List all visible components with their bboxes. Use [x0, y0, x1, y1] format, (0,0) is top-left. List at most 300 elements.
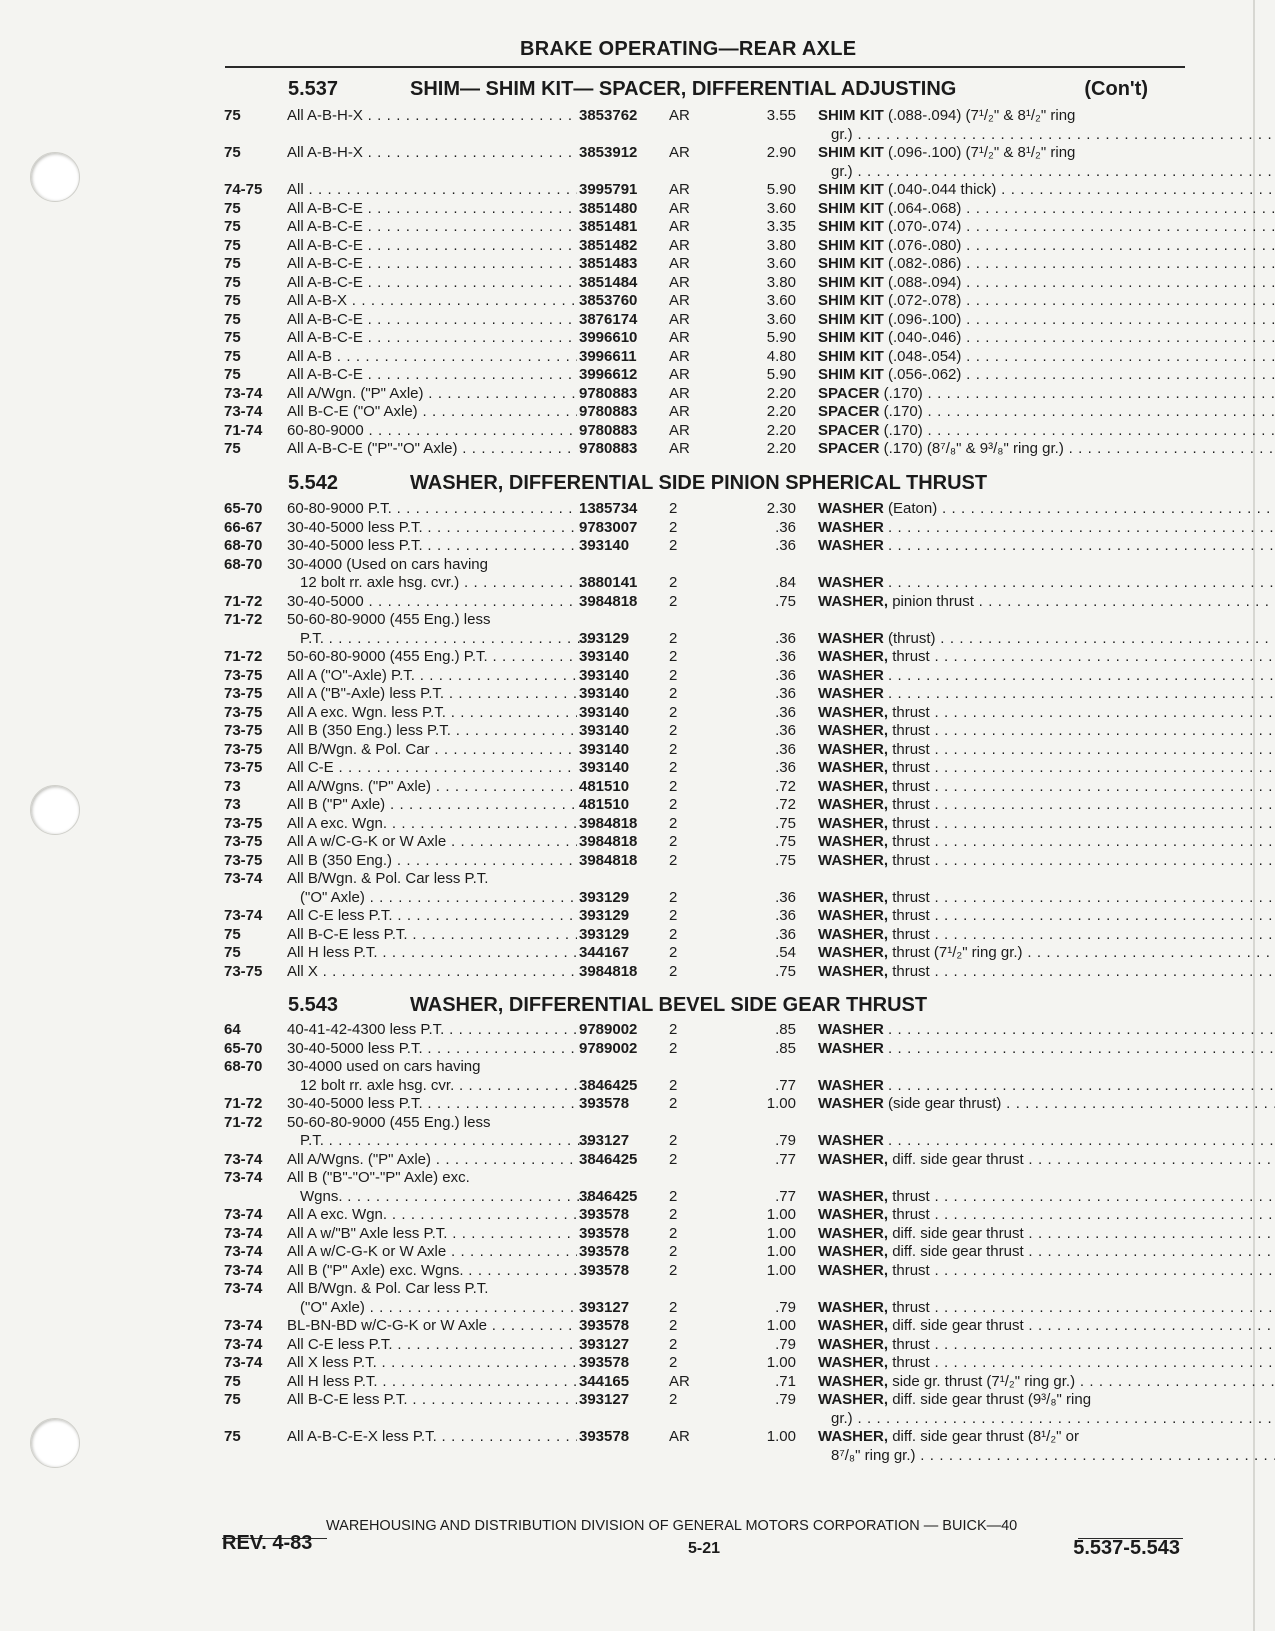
application: All B/Wgn. & Pol. Car less P.T. — [287, 870, 489, 887]
price: .77 — [775, 1076, 796, 1094]
model-year: 73-75 — [224, 814, 263, 832]
table-row — [224, 218, 1184, 237]
model-year: 71-74 — [224, 421, 263, 439]
description — [818, 255, 1275, 274]
description — [818, 1095, 1275, 1114]
quantity: 2 — [669, 851, 678, 869]
model-year: 73-74 — [224, 1224, 263, 1242]
price: .72 — [775, 777, 796, 795]
model-year: 73-75 — [224, 666, 263, 684]
table-row — [224, 1280, 1184, 1317]
model-year: 75 — [224, 107, 241, 124]
quantity: 2 — [669, 1224, 678, 1242]
description-continued: gr.) . . . — [831, 1410, 1275, 1429]
description-keyword: SHIM KIT — [818, 218, 884, 235]
model-year: 75 — [224, 1428, 241, 1445]
application: All A exc. Wgn. . . . — [287, 1206, 577, 1225]
model-year: 68-70 — [224, 555, 263, 573]
table-row — [224, 759, 1184, 778]
price: 1.00 — [766, 1243, 796, 1260]
part-number: 3846425 — [579, 1076, 638, 1094]
model-year: 75 — [224, 944, 241, 961]
table-row — [224, 1262, 1184, 1281]
model-year: 73-74 — [224, 907, 263, 924]
description-text: (.040-.046) — [888, 329, 962, 346]
model-year: 71-72 — [224, 1095, 263, 1112]
part-number: 3846425 — [579, 1187, 638, 1205]
table-row — [224, 292, 1184, 311]
description-keyword: WASHER, — [818, 814, 889, 832]
description-keyword: SHIM KIT — [818, 181, 884, 198]
price: 3.60 — [766, 199, 796, 217]
table-row — [224, 1391, 1184, 1428]
description-keyword: SHIM KIT — [818, 292, 884, 309]
description — [818, 963, 1275, 982]
model-year: 65-70 — [224, 1039, 263, 1057]
price: 1.00 — [766, 1354, 796, 1371]
table-row — [224, 796, 1184, 815]
description — [818, 237, 1275, 256]
model-year: 75 — [224, 273, 241, 291]
model-year: 73-74 — [224, 1243, 263, 1260]
quantity: AR — [669, 181, 690, 198]
price: 3.80 — [766, 273, 796, 291]
price: .36 — [775, 888, 796, 906]
part-number: 481510 — [579, 796, 630, 813]
description — [818, 778, 1275, 797]
quantity: 2 — [669, 962, 678, 980]
part-number: 393578 — [579, 1354, 630, 1371]
application: 50-60-80-9000 (455 Eng.) less — [287, 611, 491, 628]
description-keyword: WASHER — [818, 574, 884, 591]
table-row — [224, 1114, 1184, 1151]
part-number: 1385734 — [579, 500, 638, 517]
table-row — [224, 274, 1184, 293]
section-heading — [288, 78, 1168, 102]
model-year: 64 — [224, 1021, 241, 1038]
application: All A-B-C-E ("P"-"O" Axle) . . . — [287, 440, 577, 459]
description-keyword: SHIM KIT — [818, 236, 884, 254]
price: 1.00 — [766, 1428, 796, 1445]
section-title: WASHER, DIFFERENTIAL BEVEL SIDE GEAR THRUST — [410, 994, 928, 1016]
description — [818, 944, 1275, 963]
quantity: 2 — [669, 685, 678, 702]
part-number: 393140 — [579, 666, 630, 684]
application: All A ("B"-Axle) less P.T. . . . — [287, 685, 577, 704]
table-row — [224, 852, 1184, 871]
model-year: 68-70 — [224, 1058, 263, 1075]
description-keyword: WASHER, — [818, 1317, 889, 1334]
description-text: thrust — [892, 1261, 930, 1279]
price: .79 — [775, 1298, 796, 1316]
description — [818, 722, 1275, 741]
part-number: 344165 — [579, 1372, 630, 1390]
table-row — [224, 1095, 1184, 1114]
table-row — [224, 648, 1184, 667]
price: .36 — [775, 759, 796, 776]
description — [818, 833, 1275, 852]
model-year: 73-74 — [224, 403, 263, 420]
quantity: AR — [669, 329, 690, 346]
table-row — [224, 537, 1184, 556]
description — [818, 274, 1275, 293]
quantity: AR — [669, 347, 690, 365]
quantity: AR — [669, 255, 690, 272]
application: All A exc. Wgn. . . . — [287, 815, 577, 834]
model-year: 73-74 — [224, 1261, 263, 1279]
section-title: SHIM— SHIM KIT— SPACER, DIFFERENTIAL ADJUSTING — [410, 78, 957, 100]
price: .36 — [775, 537, 796, 554]
model-year: 73-75 — [224, 740, 263, 758]
price: .36 — [775, 685, 796, 702]
price: .77 — [775, 1187, 796, 1205]
description-keyword: WASHER, — [818, 925, 889, 943]
section-number: 5.537 — [288, 78, 339, 100]
quantity: AR — [669, 144, 690, 161]
application: All A-B-C-E-X less P.T. . . . — [287, 1428, 577, 1447]
section-heading — [288, 994, 1168, 1018]
table-row — [224, 741, 1184, 760]
description-text: (Eaton) — [888, 500, 938, 517]
table-row — [224, 1336, 1184, 1355]
model-year: 73-75 — [224, 833, 263, 850]
part-number: 481510 — [579, 777, 630, 795]
description — [818, 200, 1275, 219]
price: 2.20 — [766, 421, 796, 439]
description-text: diff. side gear thrust (9³/₈" ring — [892, 1391, 1092, 1408]
price: 5.90 — [766, 329, 796, 346]
application: All A w/"B" Axle less P.T. . . . — [287, 1225, 577, 1244]
table-row — [224, 1354, 1184, 1373]
part-number: 393140 — [579, 759, 630, 776]
description-text: thrust — [892, 1187, 930, 1205]
description — [818, 1336, 1275, 1355]
part-number: 3853760 — [579, 292, 638, 309]
description — [818, 630, 1275, 649]
description-text: thrust — [892, 1354, 930, 1371]
section-heading — [288, 472, 1168, 496]
description-text: (.170) — [883, 384, 923, 402]
description — [818, 1354, 1275, 1373]
part-number: 3880141 — [579, 574, 638, 591]
quantity: 2 — [669, 944, 678, 961]
model-year: 75 — [224, 310, 241, 328]
description — [818, 667, 1275, 686]
table-row — [224, 200, 1184, 219]
table-row — [224, 685, 1184, 704]
price: .75 — [775, 962, 796, 980]
description-keyword: SHIM KIT — [818, 255, 884, 272]
table-row — [224, 963, 1184, 982]
description-keyword: WASHER, — [818, 722, 889, 739]
description-text: (.056-.062) — [888, 366, 962, 383]
quantity: 2 — [669, 833, 678, 850]
table-row — [224, 181, 1184, 200]
quantity: 2 — [669, 796, 678, 813]
table-row — [224, 1428, 1184, 1465]
quantity: 2 — [669, 1391, 678, 1408]
price: 4.80 — [766, 347, 796, 365]
description — [818, 759, 1275, 778]
description-keyword: WASHER, — [818, 944, 889, 961]
part-number: 393127 — [579, 1298, 630, 1316]
binder-hole — [30, 1418, 80, 1468]
quantity: AR — [669, 218, 690, 235]
part-number: 3876174 — [579, 310, 638, 328]
price: 3.80 — [766, 236, 796, 254]
part-number: 393129 — [579, 925, 630, 943]
application: All A w/C-G-K or W Axle . . . — [287, 833, 577, 852]
application: All C-E less P.T. . . . — [287, 1336, 577, 1355]
description-text: thrust — [892, 777, 930, 795]
description-text: (side gear thrust) — [888, 1095, 1002, 1112]
part-number: 393140 — [579, 537, 630, 554]
application: All A w/C-G-K or W Axle . . . — [287, 1243, 577, 1262]
application: All B-C-E less P.T. . . . — [287, 926, 577, 945]
description — [818, 741, 1275, 760]
page-number: 5-21 — [688, 1540, 721, 1557]
price: .36 — [775, 518, 796, 536]
table-row — [224, 255, 1184, 274]
part-number: 9780883 — [579, 384, 638, 402]
price: .75 — [775, 814, 796, 832]
description-keyword: WASHER, — [818, 1428, 889, 1445]
price: .54 — [775, 944, 796, 961]
part-number: 393140 — [579, 722, 630, 739]
price: .36 — [775, 703, 796, 721]
description — [818, 537, 1275, 556]
application: 30-40-5000 less P.T. . . . — [287, 537, 577, 556]
description-keyword: WASHER, — [818, 1354, 889, 1371]
price: .36 — [775, 648, 796, 665]
description — [818, 422, 1275, 441]
quantity: 2 — [669, 814, 678, 832]
quantity: 2 — [669, 1039, 678, 1057]
quantity: AR — [669, 107, 690, 124]
description-keyword: WASHER, — [818, 833, 889, 850]
table-row — [224, 815, 1184, 834]
price: .77 — [775, 1150, 796, 1168]
part-number: 3851482 — [579, 236, 638, 254]
description — [818, 1391, 1275, 1410]
price: 2.20 — [766, 440, 796, 457]
part-number: 393578 — [579, 1428, 630, 1445]
description — [818, 440, 1275, 459]
quantity: 2 — [669, 1187, 678, 1205]
description-keyword: WASHER, — [818, 703, 889, 721]
part-number: 393129 — [579, 629, 630, 647]
quantity: AR — [669, 1372, 690, 1390]
model-year: 75 — [224, 329, 241, 346]
application: All B-C-E less P.T. . . . — [287, 1391, 577, 1410]
description — [818, 292, 1275, 311]
table-row — [224, 144, 1184, 181]
description-text: diff. side gear thrust — [892, 1243, 1024, 1260]
description — [818, 218, 1275, 237]
description-text: thrust — [892, 1298, 930, 1316]
part-number: 9780883 — [579, 421, 638, 439]
part-number: 9789002 — [579, 1039, 638, 1057]
quantity: 2 — [669, 500, 678, 517]
description-keyword: SPACER — [818, 403, 880, 420]
table-row — [224, 237, 1184, 256]
application: 30-40-5000 . . . — [287, 593, 577, 612]
part-number: 3846425 — [579, 1150, 638, 1168]
application-continued: 12 bolt rr. axle hsg. cvr.) . . . — [300, 574, 590, 593]
description-text: thrust — [892, 814, 930, 832]
description-keyword: WASHER, — [818, 777, 889, 795]
price: 3.60 — [766, 310, 796, 328]
description-text: thrust — [892, 648, 930, 665]
part-number: 9789002 — [579, 1021, 638, 1038]
price: 5.90 — [766, 181, 796, 198]
description-keyword: WASHER — [818, 1095, 884, 1112]
table-row — [224, 422, 1184, 441]
description-keyword: SHIM KIT — [818, 310, 884, 328]
part-number: 393127 — [579, 1132, 630, 1149]
model-year: 71-72 — [224, 611, 263, 628]
model-year: 75 — [224, 1372, 241, 1390]
application: All B-C-E ("O" Axle) . . . — [287, 403, 577, 422]
application: All A-B-C-E . . . — [287, 274, 577, 293]
table-row — [224, 667, 1184, 686]
application: All B/Wgn. & Pol. Car less P.T. — [287, 1280, 489, 1297]
part-number: 9780883 — [579, 403, 638, 420]
price: .36 — [775, 925, 796, 943]
description-keyword: WASHER, — [818, 1391, 889, 1408]
part-number: 3984818 — [579, 833, 638, 850]
binder-hole — [30, 152, 80, 202]
table-row — [224, 833, 1184, 852]
part-number: 3853762 — [579, 107, 638, 124]
model-year: 75 — [224, 1391, 241, 1408]
quantity: 2 — [669, 592, 678, 610]
description — [818, 1317, 1275, 1336]
part-number: 393129 — [579, 907, 630, 924]
quantity: AR — [669, 384, 690, 402]
description-text: pinion thrust — [892, 592, 974, 610]
part-number: 3984818 — [579, 814, 638, 832]
part-number: 3984818 — [579, 592, 638, 610]
model-year: 73-74 — [224, 384, 263, 402]
description-text: (.064-.068) — [888, 199, 962, 217]
part-number: 3851483 — [579, 255, 638, 272]
description — [818, 311, 1275, 330]
description — [818, 1040, 1275, 1059]
description — [818, 907, 1275, 926]
description-text: thrust — [892, 851, 930, 869]
model-year: 73-74 — [224, 870, 263, 887]
footer-division: WAREHOUSING AND DISTRIBUTION DIVISION OF GENERAL MOTORS CORPORATION — BUICK—40 — [326, 1518, 1018, 1534]
application: All C-E less P.T. . . . — [287, 907, 577, 926]
model-year: 75 — [224, 440, 241, 457]
description-text: thrust (7¹/₂" ring gr.) — [892, 944, 1023, 961]
description-continued: gr.) . . . — [831, 163, 1275, 182]
application: 30-40-5000 less P.T. . . . — [287, 1040, 577, 1059]
description-text: thrust — [892, 925, 930, 943]
application: 50-60-80-9000 (455 Eng.) less — [287, 1113, 491, 1131]
section-range: 5.537-5.543 — [1073, 1537, 1180, 1559]
quantity: 2 — [669, 722, 678, 739]
description-keyword: WASHER, — [818, 1150, 889, 1168]
description — [818, 889, 1275, 908]
description — [818, 1428, 1275, 1447]
application: All A-B-H-X . . . — [287, 107, 577, 126]
section-number: 5.542 — [288, 472, 339, 494]
application-continued: ("O" Axle) . . . — [300, 889, 590, 908]
part-number: 9780883 — [579, 440, 638, 457]
application: All A ("O"-Axle) P.T. . . . — [287, 667, 577, 686]
description — [818, 329, 1275, 348]
model-year: 65-70 — [224, 500, 263, 517]
quantity: 2 — [669, 740, 678, 758]
price: 1.00 — [766, 1317, 796, 1334]
application: All H less P.T. . . . — [287, 1373, 577, 1392]
price: 3.60 — [766, 292, 796, 309]
model-year: 73-75 — [224, 962, 263, 980]
model-year: 75 — [224, 255, 241, 272]
description-text: thrust — [892, 1206, 930, 1223]
description-keyword: SHIM KIT — [818, 273, 884, 291]
application: 50-60-80-9000 (455 Eng.) P.T. . . . — [287, 648, 577, 667]
model-year: 73-74 — [224, 1317, 263, 1334]
price: .79 — [775, 1335, 796, 1353]
application: All A exc. Wgn. less P.T. . . . — [287, 704, 577, 723]
price: 3.35 — [766, 218, 796, 235]
quantity: 2 — [669, 888, 678, 906]
description — [818, 852, 1275, 871]
description-keyword: WASHER, — [818, 907, 889, 924]
part-number: 344167 — [579, 944, 630, 961]
description-keyword: WASHER, — [818, 962, 889, 980]
part-number: 393578 — [579, 1095, 630, 1112]
description-keyword: WASHER — [818, 666, 884, 684]
table-row — [224, 944, 1184, 963]
quantity: 2 — [669, 518, 678, 536]
table-row — [224, 440, 1184, 459]
description-text: (.088-.094) (7¹/₂" & 8¹/₂" ring — [888, 107, 1076, 124]
description-keyword: SPACER — [818, 440, 880, 457]
description-text: diff. side gear thrust (8¹/₂" or — [892, 1428, 1079, 1445]
price: .85 — [775, 1039, 796, 1057]
quantity: 2 — [669, 1021, 678, 1038]
price: .72 — [775, 796, 796, 813]
description — [818, 1373, 1275, 1392]
quantity: 2 — [669, 777, 678, 795]
quantity: 2 — [669, 1150, 678, 1168]
application: 40-41-42-4300 less P.T. . . . — [287, 1021, 577, 1040]
price: .36 — [775, 907, 796, 924]
table-row — [224, 778, 1184, 797]
table-row — [224, 1206, 1184, 1225]
description-keyword: SHIM KIT — [818, 144, 884, 161]
application: All B/Wgn. & Pol. Car . . . — [287, 741, 577, 760]
quantity: 2 — [669, 1335, 678, 1353]
description — [818, 574, 1275, 593]
price: 3.55 — [766, 107, 796, 124]
application: All A-B-C-E . . . — [287, 311, 577, 330]
description-text: diff. side gear thrust — [892, 1224, 1024, 1242]
quantity: 2 — [669, 629, 678, 647]
description-text: (.096-.100) (7¹/₂" & 8¹/₂" ring — [888, 144, 1076, 161]
description — [818, 1151, 1275, 1170]
model-year: 73-75 — [224, 851, 263, 869]
price: .75 — [775, 833, 796, 850]
description — [818, 926, 1275, 945]
model-year: 73-75 — [224, 685, 263, 702]
model-year: 75 — [224, 925, 241, 943]
price: .36 — [775, 740, 796, 758]
